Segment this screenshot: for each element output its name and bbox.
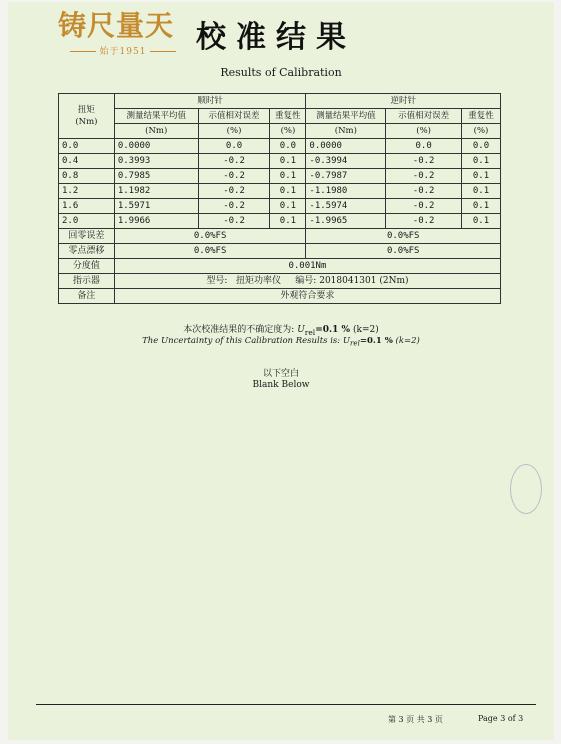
ccw-mean-header: 测量结果平均值 — [306, 109, 386, 124]
ccw-err-cell: -0.2 — [386, 169, 462, 184]
cw-mean-unit: (Nm) — [114, 124, 198, 139]
table-row — [59, 199, 501, 214]
ccw-rep-cell: 0.0 — [462, 139, 501, 154]
ccw-rep-cell: 0.1 — [462, 214, 501, 229]
ccw-rep-cell: 0.1 — [462, 154, 501, 169]
blank-below-en: Blank Below — [252, 380, 310, 390]
zero-drift-label: 零点漂移 — [59, 244, 115, 259]
company-logo — [58, 10, 188, 58]
table-row — [59, 139, 501, 154]
return-zero-ccw: 0.0%FS — [306, 229, 501, 244]
ccw-rep-header: 重复性 — [462, 109, 501, 124]
zero-drift-row — [59, 244, 501, 259]
page-subtitle: Results of Calibration — [220, 66, 342, 79]
stamp-mark — [510, 464, 542, 514]
cw-mean-cell: 1.9966 — [114, 214, 198, 229]
cw-mean-cell: 1.5971 — [114, 199, 198, 214]
ccw-rep-cell: 0.1 — [462, 169, 501, 184]
cw-rep-cell: 0.1 — [270, 199, 306, 214]
ccw-err-cell: 0.0 — [386, 139, 462, 154]
torque-header: 扭矩 (Nm) — [59, 94, 115, 139]
ccw-rep-cell: 0.1 — [462, 184, 501, 199]
resolution-value: 0.001Nm — [114, 259, 500, 274]
table-subheader-row — [59, 109, 501, 124]
cw-err-cell: -0.2 — [198, 184, 270, 199]
ccw-mean-cell: -0.7987 — [306, 169, 386, 184]
zero-drift-cw: 0.0%FS — [114, 244, 306, 259]
page-number-cn: 第 3 页 共 3 页 — [388, 715, 443, 724]
torque-cell: 1.6 — [59, 199, 115, 214]
remarks-value: 外观符合要求 — [114, 289, 500, 304]
blank-below-cn: 以下空白 — [262, 369, 299, 379]
indicator-label: 指示器 — [59, 274, 115, 289]
cw-rep-cell: 0.0 — [270, 139, 306, 154]
cw-rep-unit: (%) — [270, 124, 306, 139]
table-row — [59, 169, 501, 184]
footer-divider — [36, 704, 536, 705]
resolution-label: 分度值 — [59, 259, 115, 274]
ccw-rep-unit: (%) — [462, 124, 501, 139]
cw-rep-cell: 0.1 — [270, 154, 306, 169]
cw-rep-cell: 0.1 — [270, 169, 306, 184]
return-zero-cw: 0.0%FS — [114, 229, 306, 244]
cw-err-unit: (%) — [198, 124, 270, 139]
ccw-err-header: 示值相对误差 — [386, 109, 462, 124]
ccw-mean-cell: -1.1980 — [306, 184, 386, 199]
uncertainty-cn: 本次校准结果的不确定度为: $U_{rel}=0.1$ % (k=2) — [183, 325, 379, 337]
ccw-err-cell: -0.2 — [386, 154, 462, 169]
ccw-mean-cell: -0.3994 — [306, 154, 386, 169]
ccw-mean-unit: (Nm) — [306, 124, 386, 139]
resolution-row — [59, 259, 501, 274]
table-unit-row — [59, 124, 501, 139]
torque-cell: 1.2 — [59, 184, 115, 199]
cw-header: 顺时针 — [114, 94, 306, 109]
ccw-mean-cell: -1.5974 — [306, 199, 386, 214]
return-zero-row — [59, 229, 501, 244]
logo-text: 铸尺量天 — [58, 9, 175, 42]
ccw-header: 逆时针 — [306, 94, 501, 109]
cw-err-cell: -0.2 — [198, 169, 270, 184]
cw-mean-cell: 0.7985 — [114, 169, 198, 184]
cw-mean-cell: 1.1982 — [114, 184, 198, 199]
ccw-mean-cell: 0.0000 — [306, 139, 386, 154]
cw-rep-header: 重复性 — [270, 109, 306, 124]
zero-drift-ccw: 0.0%FS — [306, 244, 501, 259]
torque-cell: 0.0 — [59, 139, 115, 154]
calibration-page — [8, 2, 554, 740]
cw-err-cell: 0.0 — [198, 139, 270, 154]
cw-err-cell: -0.2 — [198, 154, 270, 169]
table-header-row — [59, 94, 501, 109]
cw-err-cell: -0.2 — [198, 199, 270, 214]
uncertainty-en: The Uncertainty of this Calibration Results is: $U_{rel}=0.1$ % (k=2) — [142, 336, 420, 348]
cw-rep-cell: 0.1 — [270, 184, 306, 199]
return-zero-label: 回零误差 — [59, 229, 115, 244]
cw-err-header: 示值相对误差 — [198, 109, 270, 124]
remarks-label: 备注 — [59, 289, 115, 304]
results-table — [58, 93, 501, 304]
table-row — [59, 214, 501, 229]
cw-rep-cell: 0.1 — [270, 214, 306, 229]
cw-mean-cell: 0.3993 — [114, 154, 198, 169]
ccw-err-cell: -0.2 — [386, 184, 462, 199]
table-row — [59, 154, 501, 169]
torque-cell: 2.0 — [59, 214, 115, 229]
page-title: 校准结果 — [196, 20, 356, 55]
cw-err-cell: -0.2 — [198, 214, 270, 229]
ccw-err-cell: -0.2 — [386, 199, 462, 214]
torque-cell: 0.4 — [59, 154, 115, 169]
torque-cell: 0.8 — [59, 169, 115, 184]
indicator-value: 型号: 扭矩功率仪 编号: 2018041301 (2Nm) — [114, 274, 500, 289]
page-number-en: Page 3 of 3 — [478, 714, 524, 723]
ccw-mean-cell: -1.9965 — [306, 214, 386, 229]
table-row — [59, 184, 501, 199]
cw-mean-header: 测量结果平均值 — [114, 109, 198, 124]
logo-sub: 始于1951 — [58, 44, 188, 57]
remarks-row — [59, 289, 501, 304]
ccw-err-unit: (%) — [386, 124, 462, 139]
indicator-row — [59, 274, 501, 289]
cw-mean-cell: 0.0000 — [114, 139, 198, 154]
ccw-err-cell: -0.2 — [386, 214, 462, 229]
ccw-rep-cell: 0.1 — [462, 199, 501, 214]
